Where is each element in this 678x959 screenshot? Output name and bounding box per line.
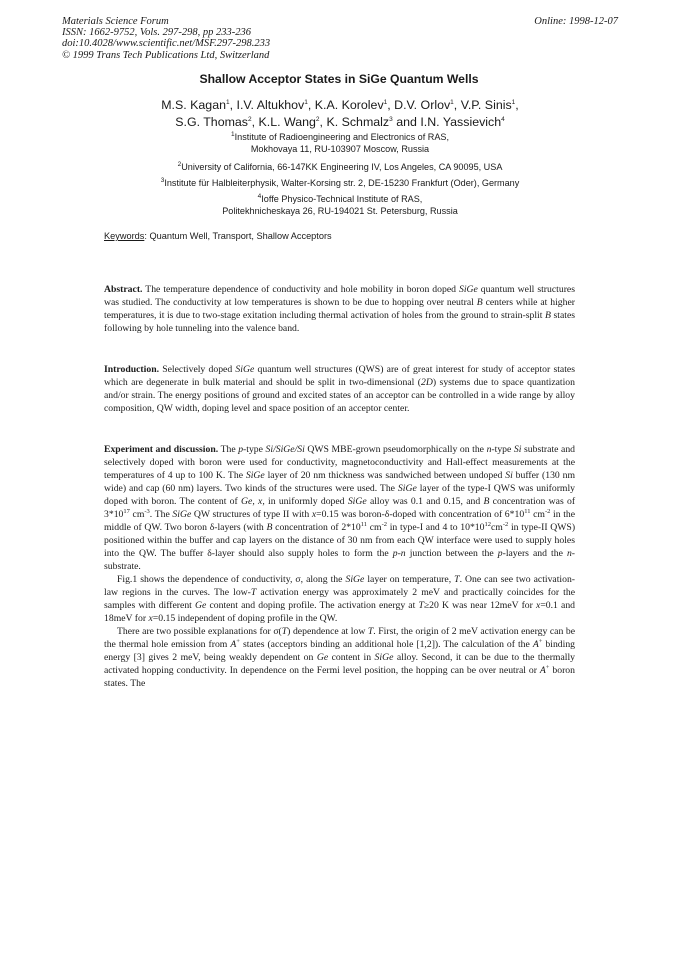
author: K. Schmalz <box>326 114 390 129</box>
introduction-paragraph: Introduction. Selectively doped SiGe quantum well structures (QWS) are of great interest for study of acceptor states which are degenerate in bulk material and should be split in two-dimensional (2D) systems due to space quantization and/or strain. The energy positions of ground and excited states of an acceptor can be controlled in a wide range by alloy composition, QW width, doping level and space position of an acceptor center. <box>104 364 575 414</box>
affiliation-2: $^2$University of California, 66-147KK Engineering IV, Los Angeles, CA 90095, USA <box>177 160 503 172</box>
author: K.A. Korolev <box>314 98 384 112</box>
abstract-label: Abstract. <box>104 284 143 295</box>
page-header <box>62 16 618 61</box>
author: I.N. Yassievich <box>420 114 502 129</box>
paper-title: Shallow Acceptor States in SiGe Quantum Wells <box>199 72 479 86</box>
explanation-paragraph: There are two possible explanations for σ(T) dependence at low T. First, the origin of 2 meV activation energy can be the thermal hole emission from A+ states (acceptors binding an additional hole [1,2]). The calculation of the A+ binding energy [3] gives 2 meV, being weakly dependent on Ge content in SiGe alloy. Second, it can be due to the thermally activated hopping conductivity. In dependence on the Fermi level position, the hopping can be over neutral or A+ boron states. The <box>104 626 576 689</box>
author: M.S. Kagan <box>161 98 226 112</box>
doi: doi:10.4028/www.scientific.net/MSF.297-298.233 <box>62 38 271 50</box>
experiment-label: Experiment and discussion. <box>104 444 219 455</box>
online-date: Online: 1998-12-07 <box>534 16 618 27</box>
author-list: M.S. Kagan$^1$, I.V. Altukhov$^1$, K.A. Korolev$^1$, D.V. Orlov$^1$, V.P. Sinis$^1$, S.G. Thomas$^2$, K.L. Wang$^2$, K. Schmalz$^3$ and I.N. Yassievich$^4$ <box>161 98 519 129</box>
keywords: Keywords: Quantum Well, Transport, Shallow Acceptors <box>104 231 332 241</box>
affiliation-4: $^4$Ioffe Physico-Technical Institute of RAS, Politekhnicheskaya 26, RU-194021 St. Petersburg, Russia <box>222 192 458 216</box>
issn: ISSN: 1662-9752, Vols. 297-298, pp 233-236 <box>62 27 251 39</box>
figure-discussion-paragraph: Fig.1 shows the dependence of conductivity, σ, along the SiGe layer on temperature, T. One can see two activation-law regions in the curves. The low-T activation energy was approximately 2 meV and practically coincides for the samples with different Ge content and doping profile. The activation energy at T≥20 K was near 12meV for x=0.1 and 18meV for x=0.15 independent of doping profile in the QW. <box>104 574 576 624</box>
author: K.L. Wang <box>258 114 316 129</box>
copyright: © 1999 Trans Tech Publications Ltd, Switzerland <box>62 49 270 61</box>
keywords-text: Quantum Well, Transport, Shallow Acceptors <box>149 231 332 241</box>
experiment-paragraph: Experiment and discussion. The p-type Si/SiGe/Si QWS MBE-grown pseudomorphically on the n-type Si substrate and selectively doped with boron were used for conductivity, magnetoconductivity and Hall-effect measurements at the temperatures of 4 up to 100 K. The SiGe layer of 20 nm thickness was sandwiched between undoped Si buffer (130 nm wide) and cap (60 nm) layers. Two kinds of the structures were used. The SiGe layer of the type-I QWS was uniformly doped with boron. The content of Ge, x, in uniformly doped SiGe alloy was 0.1 and 0.15, and B concentration was of $3*10^{17}$ $cm^{-3}$. The SiGe QW structures of type II with x=0.15 was boron-δ-doped with concentration of $6*10^{11}$ $cm^{-2}$ in the middle of QW. Two boron δ-layers (with B concentration of $2*10^{11}$ $cm^{-2}$ in type-I and 4 to $10*10^{12}cm^{-2}$ in type-II QWS) positioned within the buffer and cap layers on the distance of 30 nm from each QW interface were used to supply holes into the QW. The buffer δ-layer should also supply holes to form the p-n junction between the p-layers and the n-substrate. <box>104 444 576 572</box>
author: D.V. Orlov <box>394 98 451 112</box>
author: I.V. Altukhov <box>236 98 305 112</box>
author: V.P. Sinis <box>460 98 512 112</box>
author: S.G. Thomas <box>175 114 248 129</box>
affiliation-3: $^3$Institute für Halbleiterphysik, Walter-Korsing str. 2, DE-15230 Frankfurt (Oder), Germany <box>160 176 520 188</box>
experiment-section <box>104 443 575 690</box>
introduction-label: Introduction. <box>104 364 159 375</box>
journal-name: Materials Science Forum <box>62 16 169 27</box>
keywords-label: Keywords <box>104 231 145 241</box>
abstract-paragraph: Abstract. The temperature dependence of conductivity and hole mobility in boron doped SiGe quantum well structures was studied. The conductivity at low temperatures is shown to be due to hopping over neutral B centers while at higher temperatures, it is due to two-stage exitation including thermal activation of holes from the ground to strain-split B states following by hole tunneling into the valence band. <box>104 284 576 334</box>
affiliation-1: $^1$Institute of Radioengineering and Electronics of RAS, Mokhovaya 11, RU-103907 Moscow, Russia <box>231 130 449 154</box>
